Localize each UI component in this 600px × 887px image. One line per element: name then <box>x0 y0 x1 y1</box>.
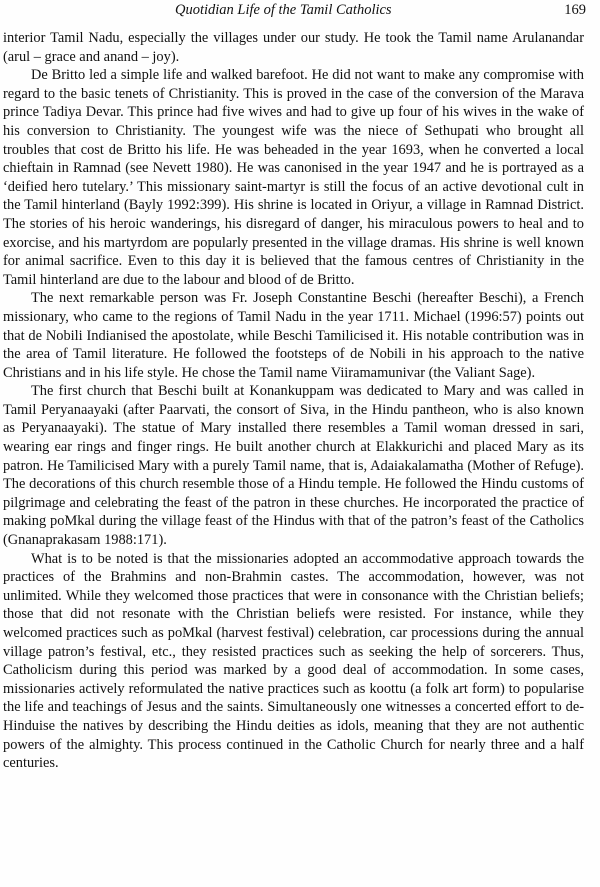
paragraph-2: De Britto led a simple life and walked barefoot. He did not want to make any compromise with regard to the basic tenets of Christianity. This is proved in the case of the conversion of the Marava prince Tadiya Devar. This prince had five wives and had to give up four of his wives in the wake of his conversion to Christianity. The youngest wife was the niece of Sethupati who brought all troubles that cost de Britto his life. He was beheaded in the year 1693, when he converted a local chieftain in Ramnad (see Nevett 1980). He was canonised in the year 1947 and he is portrayed as a ‘deified hero tutelary.’ This missionary saint-martyr is still the focus of an active devotional cult in the Tamil hinterland (Bayly 1992:399). His shrine is located in Oriyur, a village in Ramnad District. The stories of his heroic wanderings, his disregard of danger, his miraculous powers to heal and to exorcise, and his martyrdom are popularly presented in the village dramas. His shrine is well known for animal sacrifice. Even to this day it is believed that the famous centres of Christianity in the Tamil hinterland are due to the labour and blood of de Britto. <box>3 67 584 288</box>
paragraph-4: The first church that Beschi built at Konankuppam was dedicated to Mary and was called in Tamil Peryanaayaki (after Paarvati, the consort of Siva, in the Hindu pantheon, who is also known as Peryanaayaki). The statue of Mary installed there resembles a Tamil woman dressed in sari, wearing ear rings and finger rings. He built another church at Elakkurichi and placed Mary as its patron. He Tamilicised Mary with a purely Tamil name, that is, Adaiakalamatha (Mother of Refuge). The decorations of this church resemble those of a Hindu temple. He followed the Hindu customs of pilgrimage and celebrating the feast of the patron in these churches. He incorporated the practice of making poMkal during the village feast of the Hindus with that of the patron’s feast of the Catholics (Gnanaprakasam 1988:171). <box>3 383 584 549</box>
paragraph-5: What is to be noted is that the missionaries adopted an accommodative approach towards the practices of the Brahmins and non-Brahmin castes. The accommodation, however, was not unlimited. While they welcomed those practices that were in consonance with the Christian beliefs; those that did not resonate with the Christian beliefs were resisted. For instance, while they welcomed practices such as poMkal (harvest festival) celebration, car processions during the annual village patron’s festival, etc., they resisted practices such as seeking the help of sorcerers. Thus, Catholicism during this period was marked by a good deal of accommodation. In some cases, missionaries actively reformulated the native practices such as koottu (a folk art form) to popularise the life and teachings of Jesus and the saints. Simultaneously one witnesses a concerted effort to de-Hinduise the natives by describing the Hindu deities as idols, meaning that they are not authentic powers of the almighty. This process continued in the Catholic Church for nearly three and a half centuries. <box>3 550 584 772</box>
page-header <box>0 0 600 26</box>
body-text <box>3 29 584 773</box>
paragraph-3: The next remarkable person was Fr. Joseph Constantine Beschi (hereafter Beschi), a French missionary, who came to the regions of Tamil Nadu in the year 1711. Michael (1996:57) points out that de Nobili Indianised the apostolate, while Beschi Tamilicised it. His notable contribution was in the area of Tamil literature. He followed the footsteps of de Nobili in his approach to the native Christians and in his life style. He chose the Tamil name Viiramamunivar (the Valiant Sage). <box>3 290 584 381</box>
page-number: 169 <box>564 2 586 18</box>
paragraph-1: interior Tamil Nadu, especially the villages under our study. He took the Tamil name Arulanandar (arul – grace and anand – joy). <box>3 30 584 65</box>
running-title: Quotidian Life of the Tamil Catholics <box>175 2 392 18</box>
